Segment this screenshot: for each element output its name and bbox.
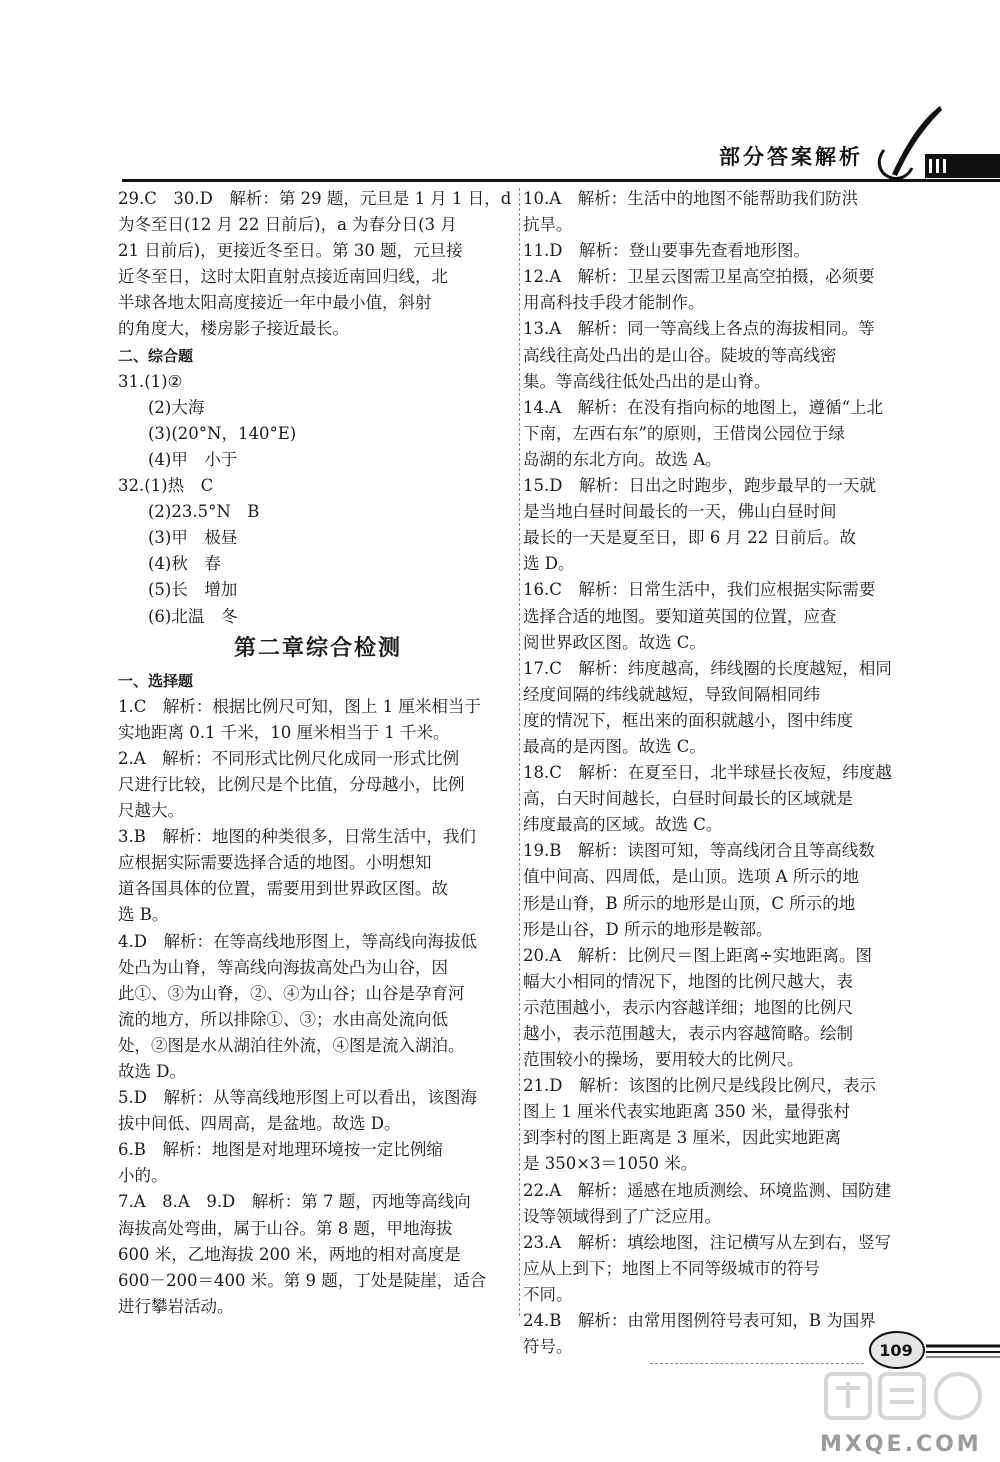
answer-line: 21.D 解析：该图的比例尺是线段比例尺，表示 [523, 1076, 876, 1096]
answer-line: (3)(20°N，140°E) [148, 423, 297, 443]
answer-line: 最高的是丙图。故选 C。 [523, 736, 706, 756]
answer-line: 5.D 解析：从等高线地形图上可以看出，该图海 [118, 1088, 477, 1108]
answer-line: 应从上到下；地图上不同等级城市的符号 [523, 1258, 820, 1278]
answer-line: 小的。 [118, 1166, 168, 1186]
answer-line: 尺越大。 [118, 801, 184, 821]
answer-line: 到李村的图上距离是 3 厘米，因此实地距离 [523, 1128, 841, 1148]
answer-line: 24.B 解析：由常用图例符号表可知，B 为国界 [523, 1311, 876, 1331]
answer-line: 12.A 解析：卫星云图需卫星高空拍摄，必须要 [523, 267, 875, 287]
answer-column-left [118, 186, 518, 1320]
answer-line: 3.B 解析：地图的种类很多，日常生活中，我们 [118, 827, 476, 847]
answer-line: 19.B 解析：读图可知，等高线闭合且等高线数 [523, 841, 875, 861]
answer-line: (4)秋 春 [148, 554, 221, 574]
answer-line: 6.B 解析：地图是对地理环境按一定比例缩 [118, 1140, 443, 1160]
answer-line: 设等领域得到了广泛应用。 [523, 1206, 721, 1226]
answer-line: (2)23.5°N B [148, 502, 260, 522]
answer-line: 海拔高处弯曲，属于山谷。第 8 题，甲地海拔 [118, 1218, 453, 1238]
footer-dashed-rule [650, 1363, 864, 1364]
page-header-title: 部分答案解析 [719, 145, 863, 169]
answer-line: 600－200＝400 米。第 9 题，丁处是陡崖，适合 [118, 1270, 487, 1290]
answer-line: 度的情况下，框出来的面积就越小，图中纬度 [523, 710, 853, 730]
answer-line: 11.D 解析：登山要事先查看地形图。 [523, 241, 810, 261]
answer-line: 600 米，乙地海拔 200 米，两地的相对高度是 [118, 1244, 461, 1264]
answer-line: 近冬至日，这时太阳直射点接近南回归线，北 [118, 267, 448, 287]
answer-line: (3)甲 极昼 [148, 528, 238, 548]
header-rule [122, 179, 1000, 182]
answer-line: 越小，表示范围越大，表示内容越简略。绘制 [523, 1024, 853, 1043]
answer-line: 高，白天时间越长，白昼时间最长的区域就是 [523, 789, 853, 809]
answer-line: 经度间隔的纬线就越短，导致间隔相同纬 [523, 684, 820, 704]
answer-line: 阅世界政区图。故选 C。 [523, 632, 706, 652]
column-divider [519, 188, 520, 1316]
answer-line: 21 日前后)，更接近冬至日。第 30 题，元旦接 [118, 241, 463, 261]
answer-line: 示范围越小，表示内容越详细；地图的比例尺 [523, 997, 853, 1017]
answer-line: 31.(1)② [118, 371, 183, 391]
answer-line: 为冬至日(12 月 22 日前后)，a 为春分日(3 月 [118, 215, 457, 235]
answer-line: 14.A 解析：在没有指向标的地图上，遵循“上北 [523, 397, 884, 417]
answer-line: 20.A 解析：比例尺＝图上距离÷实地距离。图 [523, 945, 872, 965]
answer-line: 实地距离 0.1 千米，10 厘米相当于 1 千米。 [118, 722, 450, 742]
answer-line: 此①、③为山脊，②、④为山谷；山谷是孕育河 [118, 983, 465, 1003]
answer-line: 半球各地太阳高度接近一年中最小值，斜射 [118, 293, 432, 313]
section-heading: 二、综合题 [118, 346, 194, 365]
answer-line: 下南，左西右东”的原则，王借岗公园位于绿 [523, 423, 845, 443]
answer-line: 流的地方，所以排除①、③；水由高处流向低 [118, 1009, 448, 1029]
answer-line: 的角度大，楼房影子接近最长。 [118, 319, 349, 339]
answer-line: (6)北温 冬 [148, 606, 238, 626]
section-heading: 一、选择题 [118, 671, 194, 690]
chapter-title: 第二章综合检测 [233, 635, 402, 661]
answer-line: (2)大海 [148, 397, 205, 417]
answer-line: 道各国具体的位置，需要用到世界政区图。故 [118, 879, 448, 899]
answer-line: 10.A 解析：生活中的地图不能帮助我们防洪 [523, 189, 859, 208]
answer-line: 进行攀岩活动。 [118, 1296, 234, 1316]
answer-line: 4.D 解析：在等高线地形图上，等高线向海拔低 [118, 931, 477, 951]
answer-line: 符号。 [523, 1337, 573, 1357]
answer-line: 岛湖的东北方向。故选 A。 [523, 449, 722, 469]
quill-pen-icon [870, 104, 1000, 186]
answer-line: 最长的一天是夏至日，即 6 月 22 日前后。故 [523, 528, 856, 548]
answer-line: 形是山谷，D 所示的地形是鞍部。 [523, 919, 773, 939]
page-number: 109 [879, 1341, 913, 1360]
answer-line: 幅大小相同的情况下，地图的比例尺越大，表 [523, 971, 853, 991]
answer-line: 22.A 解析：遥感在地质测绘、环境监测、国防建 [523, 1180, 892, 1200]
answer-line: 选 B。 [118, 905, 169, 925]
answer-line: 23.A 解析：填绘地图，注记横写从左到右，竖写 [523, 1232, 892, 1252]
answer-line: 故选 D。 [118, 1062, 186, 1081]
answer-line: 尺进行比较，比例尺是个比值，分母越小，比例 [118, 774, 465, 794]
answer-column-right [523, 186, 915, 1360]
answer-line: 处凸为山脊，等高线向海拔高处凸为山谷，因 [118, 957, 448, 977]
answer-line: 值中间高、四周低，是山顶。选项 A 所示的地 [523, 867, 859, 887]
answer-line: 1.C 解析：根据比例尺可知，图上 1 厘米相当于 [118, 696, 481, 716]
answer-line: 处，②图是水从湖泊往外流，④图是流入湖泊。 [118, 1035, 465, 1055]
answer-line: 16.C 解析：日常生活中，我们应根据实际需要 [523, 580, 876, 600]
answer-line: 形是山脊，B 所示的地形是山顶，C 所示的地 [523, 893, 856, 913]
answer-line: 选 D。 [523, 554, 575, 574]
answer-line: 纬度最高的区域。故选 C。 [523, 815, 723, 835]
answer-line: 17.C 解析：纬度越高，纬线圈的长度越短，相同 [523, 658, 892, 678]
answer-line: 不同。 [523, 1284, 573, 1304]
answer-line: 15.D 解析：日出之时跑步，跑步最早的一天就 [523, 476, 876, 496]
answer-line: 用高科技手段才能制作。 [523, 293, 705, 313]
answer-line: 拔中间低、四周高，是盆地。故选 D。 [118, 1114, 401, 1134]
answer-line: (5)长 增加 [148, 580, 238, 600]
answer-line: 是当地白昼时间最长的一天，佛山白昼时间 [523, 502, 837, 522]
answer-line: 选择合适的地图。要知道英国的位置，应查 [523, 606, 837, 626]
answer-line: 抗旱。 [523, 215, 573, 235]
answer-line: 图上 1 厘米代表实地距离 350 米，量得张村 [523, 1102, 850, 1122]
watermark-text: MXQE.COM [820, 1432, 982, 1457]
answer-line: 7.A 8.A 9.D 解析：第 7 题，丙地等高线向 [118, 1192, 471, 1212]
answer-line: 2.A 解析：不同形式比例尺化成同一形式比例 [118, 748, 460, 768]
answer-line: 13.A 解析：同一等高线上各点的海拔相同。等 [523, 319, 875, 339]
answer-line: 应根据实际需要选择合适的地图。小明想知 [118, 853, 432, 873]
answer-line: (4)甲 小于 [148, 449, 238, 469]
answer-line: 集。等高线往低处凸出的是山脊。 [523, 371, 771, 391]
answer-line: 是 350×3＝1050 米。 [523, 1154, 698, 1174]
answer-line: 29.C 30.D 解析：第 29 题，元旦是 1 月 1 日，d [118, 189, 512, 208]
answer-line: 18.C 解析：在夏至日，北半球昼长夜短，纬度越 [523, 763, 892, 783]
answer-line: 32.(1)热 C [118, 476, 214, 496]
answer-line: 范围较小的操场，要用较大的比例尺。 [523, 1050, 804, 1070]
answer-line: 高线往高处凸出的是山谷。陡坡的等高线密 [523, 345, 837, 365]
